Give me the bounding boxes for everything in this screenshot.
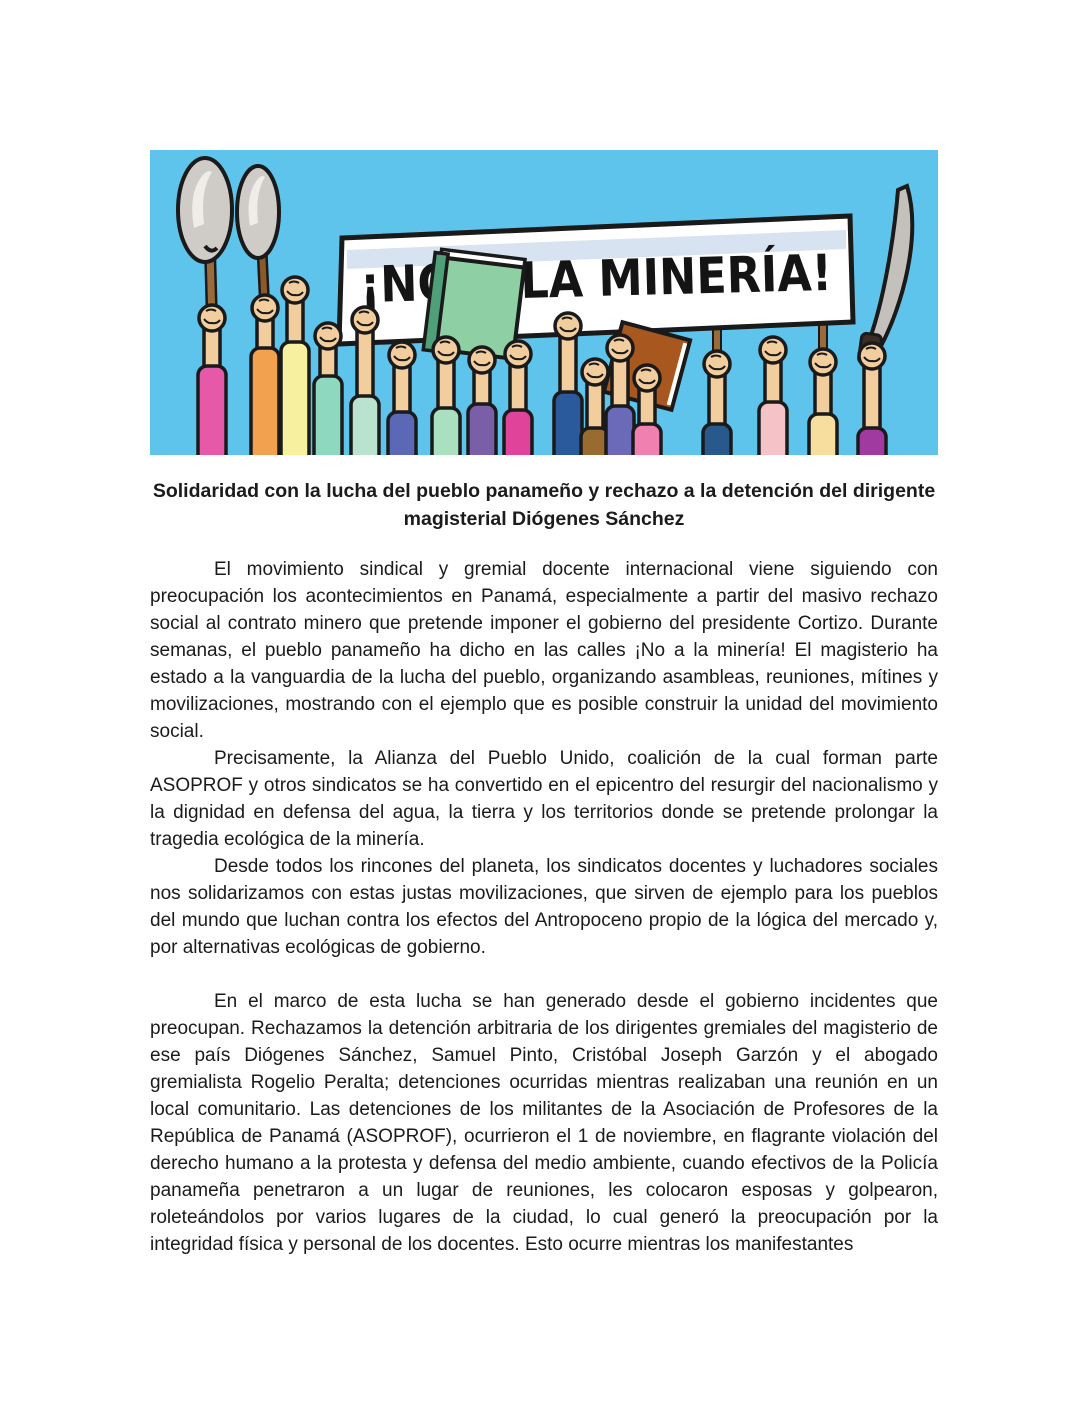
banner-text: ¡NO A LA MINERÍA! [359, 242, 893, 315]
title-line-1: Solidaridad con la lucha del pueblo panameño y rechazo a la detención del dirigente [152, 480, 936, 502]
title-line-2: magisterial Diógenes Sánchez [403, 508, 685, 530]
paragraph-3: Desde todos los rincones del planeta, los sindicatos docentes y luchadores sociales nos solidarizamos con estas justas movilizaciones, que sirven de ejemplo para los pueblos del mundo que luchan contra los efectos del Antropoceno propio de la lógica del mercado y, por alternativas ecológicas de gobierno. [150, 856, 938, 958]
document-title [0, 477, 1088, 533]
paragraph-4: En el marco de esta lucha se han generado desde el gobierno incidentes que preocupan. Rechazamos la detención arbitraria de los dirigentes gremiales del magisterio de ese país Diógenes Sánchez, Samuel Pinto, Cristóbal Joseph Garzón y el abogado gremialista Rogelio Peralta; detenciones ocurridas mientras realizaban una reunión en un local comunitario. Las detenciones de los militantes de la Asociación de Profesores de la República de Panamá (ASOPROF), ocurrieron el 1 de noviembre, en flagrante violación del derecho humano a la protesta y defensa del medio ambiente, cuando efectivos de la Policía panameña penetraron a un lugar de reuniones, les colocaron esposas y golpearon, roleteándolos por varios lugares de la ciudad, lo cual generó la preocupación por la integridad física y personal de los docentes. Esto ocurre mientras los manifestantes [150, 991, 938, 1255]
raised-arm [198, 305, 226, 455]
raised-arm [251, 295, 279, 455]
protest-illustration [150, 150, 938, 455]
raised-arm [314, 323, 342, 455]
paragraph-1: El movimiento sindical y gremial docente internacional viene siguiendo con preocupación los acontecimientos en Panamá, especialmente a partir del masivo rechazo social al contrato minero que pretende imponer el gobierno del presidente Cortizo. Durante semanas, el pueblo panameño ha dicho en las calles ¡No a la minería! El magisterio ha estado a la vanguardia de la lucha del pueblo, organizando asambleas, reuniones, mítines y movilizaciones, mostrando con el ejemplo que es posible construir la unidad del movimiento social. [150, 559, 938, 742]
protest-banner [339, 216, 893, 344]
document-body [150, 556, 938, 1258]
paragraph-2: Precisamente, la Alianza del Pueblo Unido, coalición de la cual forman parte ASOPROF y otros sindicatos se ha convertido en el epicentro del resurgir del nacionalismo y la dignidad en defensa del agua, la tierra y los territorios donde se pretende prolongar la tragedia ecológica de la minería. [150, 748, 938, 850]
protest-illustration-svg [150, 150, 938, 455]
